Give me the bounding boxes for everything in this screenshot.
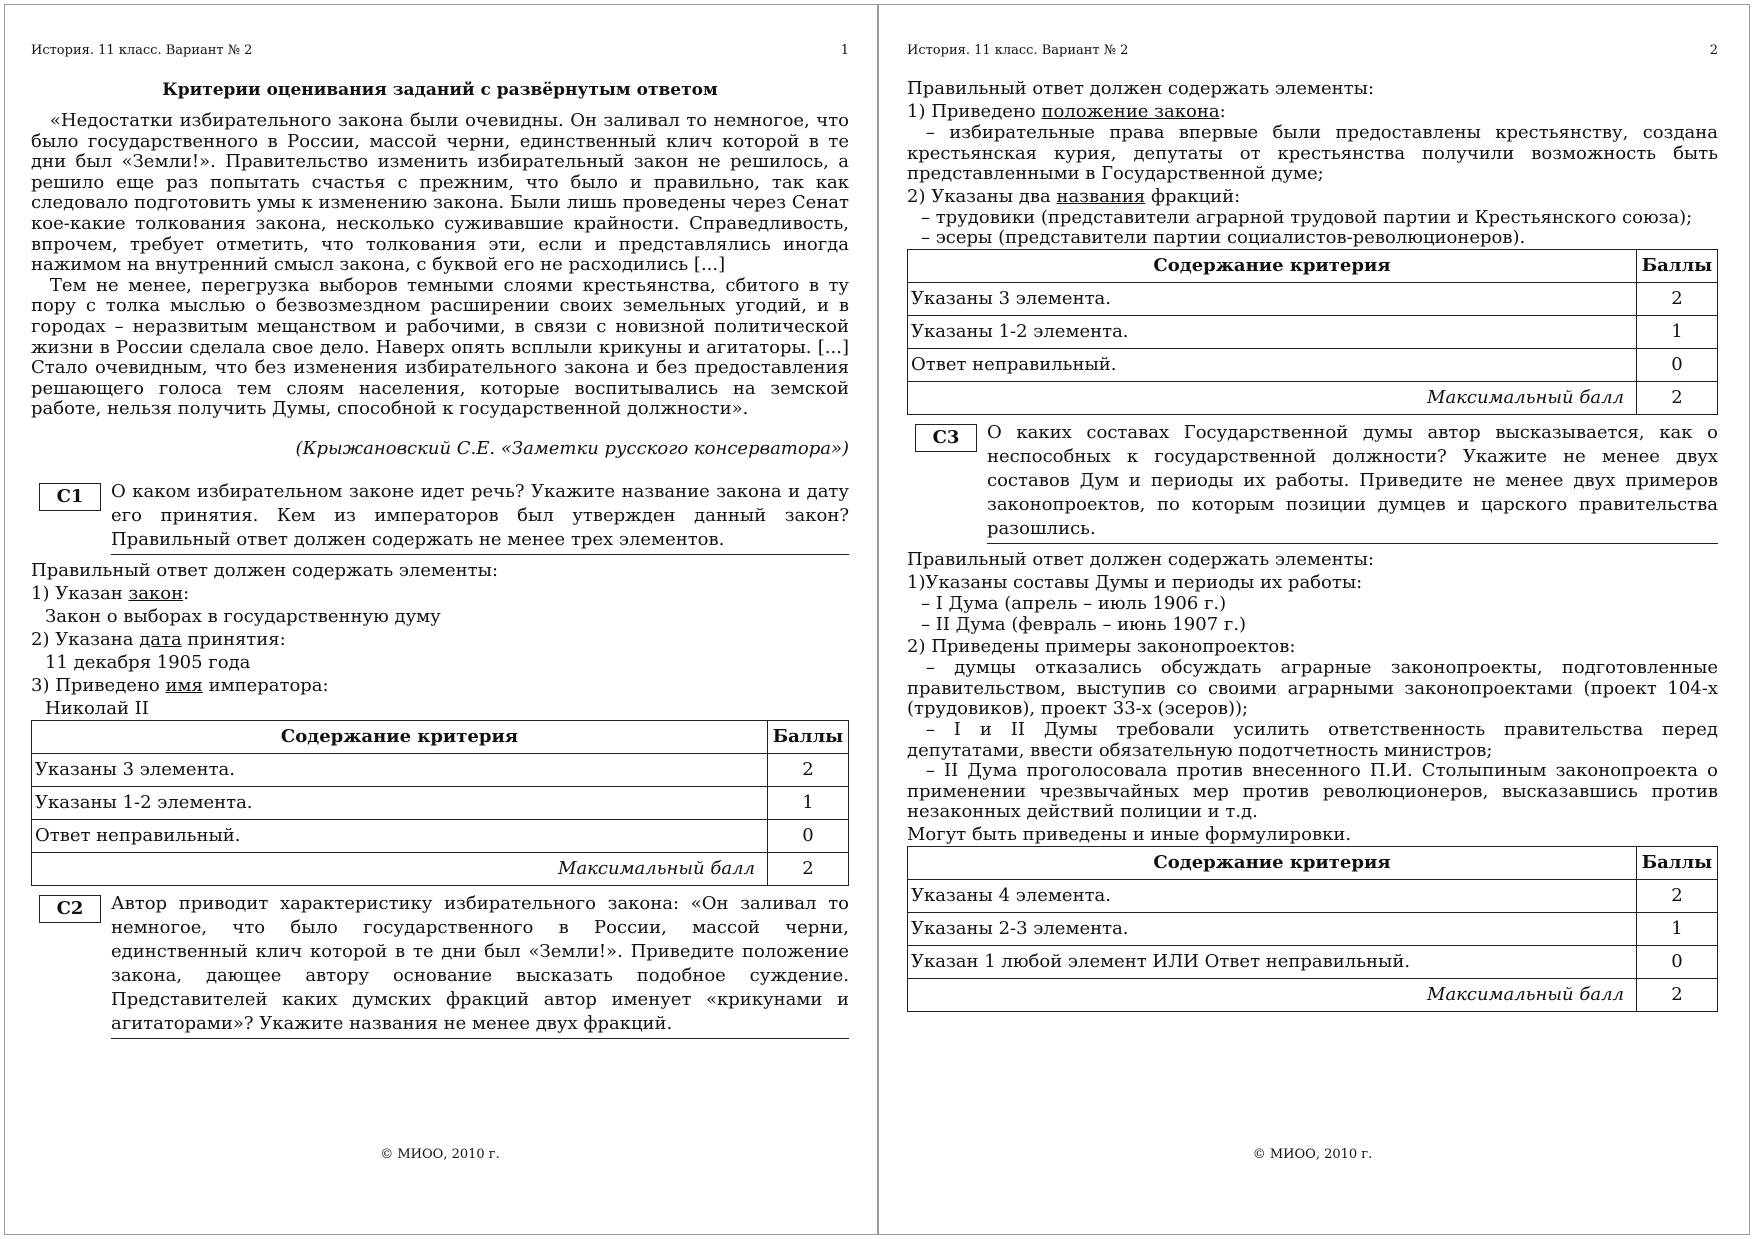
column-header-content: Содержание критерия xyxy=(32,720,768,753)
table-max-row xyxy=(908,381,1718,414)
task-c1 xyxy=(31,480,849,555)
item-suffix: : xyxy=(1219,101,1226,122)
task-label-c3: С3 xyxy=(915,424,977,452)
criteria-table-c3 xyxy=(907,846,1718,1012)
column-header-content: Содержание критерия xyxy=(908,846,1637,879)
page-number: 1 xyxy=(840,43,849,58)
page-footer: © МИОО, 2010 г. xyxy=(1252,1147,1373,1162)
item-prefix: 3) Приведено xyxy=(31,674,166,696)
max-score-label: Максимальный балл xyxy=(908,978,1637,1011)
score-cell: 1 xyxy=(1637,912,1718,945)
task-label-c1: С1 xyxy=(39,483,101,511)
page-number: 2 xyxy=(1709,43,1718,58)
criteria-cell: Ответ неправильный. xyxy=(32,819,768,852)
quote-source: (Крыжановский С.Е. «Заметки русского консерватора») xyxy=(295,437,849,459)
c3-answer-item-2b: – I и II Думы требовали усилить ответственность правительства перед депутатами, ввести обязательную подотчетность министров; xyxy=(907,718,1718,761)
table-max-row xyxy=(908,978,1718,1011)
page-2 xyxy=(878,4,1750,1235)
criteria-cell: Указаны 3 элемента. xyxy=(32,753,768,786)
answer-item-3-value: Николай II xyxy=(45,697,149,719)
answer-item-1 xyxy=(31,582,849,605)
c2-answer-intro: Правильный ответ должен содержать элементы: xyxy=(907,78,1375,99)
c3-answer-item-1b: – II Дума (февраль – июнь 1907 г.) xyxy=(921,613,1247,635)
c3-answer-item-1a: – I Дума (апрель – июль 1906 г.) xyxy=(921,592,1227,614)
table-row xyxy=(908,315,1718,348)
table-row xyxy=(908,945,1718,978)
table-header-row xyxy=(32,720,849,753)
score-cell: 2 xyxy=(1637,879,1718,912)
item-keyword: названия xyxy=(1056,185,1146,207)
c1-answer xyxy=(31,559,849,720)
column-header-score: Баллы xyxy=(1637,846,1718,879)
c3-answer-intro: Правильный ответ должен содержать элементы: xyxy=(907,548,1375,570)
score-cell: 1 xyxy=(768,786,849,819)
criteria-table-c2 xyxy=(907,249,1718,415)
table-row xyxy=(32,786,849,819)
criteria-cell: Указаны 2-3 элемента. xyxy=(908,912,1637,945)
answer-item-1-value: Закон о выборах в государственную думу xyxy=(45,605,441,627)
c2-answer-item-2b: – эсеры (представители партии социалистов-революционеров). xyxy=(921,227,1526,249)
max-score-value: 2 xyxy=(1637,978,1718,1011)
max-score-label: Максимальный балл xyxy=(908,381,1637,414)
table-row xyxy=(908,879,1718,912)
score-cell: 0 xyxy=(1637,348,1718,381)
page-header xyxy=(31,43,849,59)
criteria-cell: Указаны 4 элемента. xyxy=(908,879,1637,912)
page-header xyxy=(907,43,1718,59)
item-suffix: фракций: xyxy=(1145,185,1241,207)
c3-answer xyxy=(907,548,1718,846)
max-score-value: 2 xyxy=(1637,381,1718,414)
c2-answer-item-2 xyxy=(907,185,1718,208)
table-header-row xyxy=(908,249,1718,282)
task-c3 xyxy=(907,421,1718,544)
table-row xyxy=(32,819,849,852)
c2-answer-item-1 xyxy=(907,100,1718,123)
table-row xyxy=(908,348,1718,381)
c2-answer-item-1-value: – избирательные права впервые были предоставлены крестьянству, создана крестьянская курия, депутаты от крестьянства получили возможность быть представленными в Государственной думе; xyxy=(907,122,1718,185)
max-score-value: 2 xyxy=(768,852,849,885)
task-label-c2: С2 xyxy=(39,895,101,923)
table-row xyxy=(908,282,1718,315)
column-header-score: Баллы xyxy=(1637,249,1718,282)
c2-answer-item-2a: – трудовики (представители аграрной трудовой партии и Крестьянского союза); xyxy=(921,206,1693,228)
c3-answer-item-2: 2) Приведены примеры законопроектов: xyxy=(907,636,1296,658)
c3-answer-item-2a: – думцы отказались обсуждать аграрные законопроекты, подготовленные правительством, выступив со своими аграрными законопроектами (проект 104-х (трудовиков), проект 33-х (эсеров)); xyxy=(907,657,1718,720)
item-prefix: 1) Указан xyxy=(31,582,129,604)
item-prefix: 2) Указана xyxy=(31,628,140,650)
c3-answer-item-2c: – II Дума проголосовала против внесенного П.И. Столыпиным законопроекта о применении чрезвычайных мер против революционеров, высказавшись против незаконных действий полиции и т.д. xyxy=(907,760,1718,823)
score-cell: 0 xyxy=(1637,945,1718,978)
header-text: История. 11 класс. Вариант № 2 xyxy=(31,43,253,58)
criteria-cell: Ответ неправильный. xyxy=(908,348,1637,381)
table-row xyxy=(908,912,1718,945)
c3-answer-note: Могут быть приведены и иные формулировки. xyxy=(907,823,1352,845)
header-text: История. 11 класс. Вариант № 2 xyxy=(907,43,1129,58)
criteria-table-c1 xyxy=(31,720,849,886)
page-1-content xyxy=(31,79,849,1039)
answer-item-2-value: 11 декабря 1905 года xyxy=(45,651,251,673)
column-header-content: Содержание критерия xyxy=(908,249,1637,282)
criteria-cell: Указаны 3 элемента. xyxy=(908,282,1637,315)
page-footer: © МИОО, 2010 г. xyxy=(380,1147,500,1162)
item-keyword: имя xyxy=(165,674,203,696)
quote-paragraph-1: «Недостатки избирательного закона были очевидны. Он заливал то немногое, что было государственного в России, массой черни, единственный клич которой в те дни был «Земли!». Правительство изменить избирательный закон не решилось, а решило еще раз попытать счастья с прежним, что было и правильно, так как следовало подготовить умы к изменению закона. Были лишь проведены через Сенат кое-какие толкования закона, несколько суживавшие крайности. Справедливость, впрочем, требует отметить, что толкования эти, если и представлялись иногда нажимом на внутренний смысл закона, с буквой его не расходились [...] xyxy=(31,110,849,276)
table-max-row xyxy=(32,852,849,885)
item-keyword: закон xyxy=(128,582,184,604)
item-prefix: 2) Указаны два xyxy=(907,185,1057,207)
item-prefix: 1) Приведено xyxy=(907,101,1042,122)
task-text-c2: Автор приводит характеристику избирательного закона: «Он заливал то немногое, что было государственного в России, массой черни, единственный клич которой в те дни был «Земли!». Приведите положение закона, дающее автору основание высказать подобное суждение. Представителей каких думских фракций автор именует «крикунами и агитаторами»? Укажите названия не менее двух фракций. xyxy=(111,892,849,1039)
answer-intro: Правильный ответ должен содержать элементы: xyxy=(31,559,499,581)
criteria-cell: Указаны 1-2 элемента. xyxy=(908,315,1637,348)
task-c2 xyxy=(31,892,849,1039)
score-cell: 2 xyxy=(1637,282,1718,315)
item-suffix: принятия: xyxy=(181,628,286,650)
item-keyword: дата xyxy=(139,628,182,650)
quote-paragraph-2: Тем не менее, перегрузка выборов темными слоями крестьянства, сбитого в ту пору с толка мыслью о безвозмездном расширении своих земельных угодий, и в городах – неразвитым мещанством и рабочими, в связи с новизной политической жизни в России сделала свое дело. Наверх опять всплыли крикуны и агитаторы. [...] Стало очевидным, что без изменения избирательного закона и без предоставления решающего голоса тем слоям населения, которые воспитывались на земской работе, нельзя получить Думы, способной к государственной должности». xyxy=(31,274,849,420)
page-2-content xyxy=(907,77,1718,1012)
page-1 xyxy=(4,4,878,1235)
page-title: Критерии оценивания заданий с развёрнутым ответом xyxy=(162,80,718,100)
c3-answer-item-1: 1)Указаны составы Думы и периоды их работы: xyxy=(907,571,1363,593)
answer-item-3 xyxy=(31,674,849,697)
table-row xyxy=(32,753,849,786)
answer-item-2 xyxy=(31,628,849,651)
task-text-c3: О каких составах Государственной думы автор высказывается, как о неспособных к государственной должности? Укажите не менее двух составов Дум и периоды их работы. Приведите не менее двух примеров законопроектов, по которым позиции думцев и царского правительства разошлись. xyxy=(987,421,1718,544)
max-score-label: Максимальный балл xyxy=(32,852,768,885)
task-text-c1: О каком избирательном законе идет речь? Укажите название закона и дату его принятия. Кем из императоров был утвержден данный закон? Правильный ответ должен содержать не менее трех элементов. xyxy=(111,480,849,555)
score-cell: 2 xyxy=(768,753,849,786)
item-keyword: положение закона xyxy=(1041,101,1220,122)
item-suffix: императора: xyxy=(202,674,329,696)
score-cell: 1 xyxy=(1637,315,1718,348)
column-header-score: Баллы xyxy=(768,720,849,753)
table-header-row xyxy=(908,846,1718,879)
criteria-cell: Указаны 1-2 элемента. xyxy=(32,786,768,819)
score-cell: 0 xyxy=(768,819,849,852)
item-suffix: : xyxy=(183,582,190,604)
criteria-cell: Указан 1 любой элемент ИЛИ Ответ неправильный. xyxy=(908,945,1637,978)
